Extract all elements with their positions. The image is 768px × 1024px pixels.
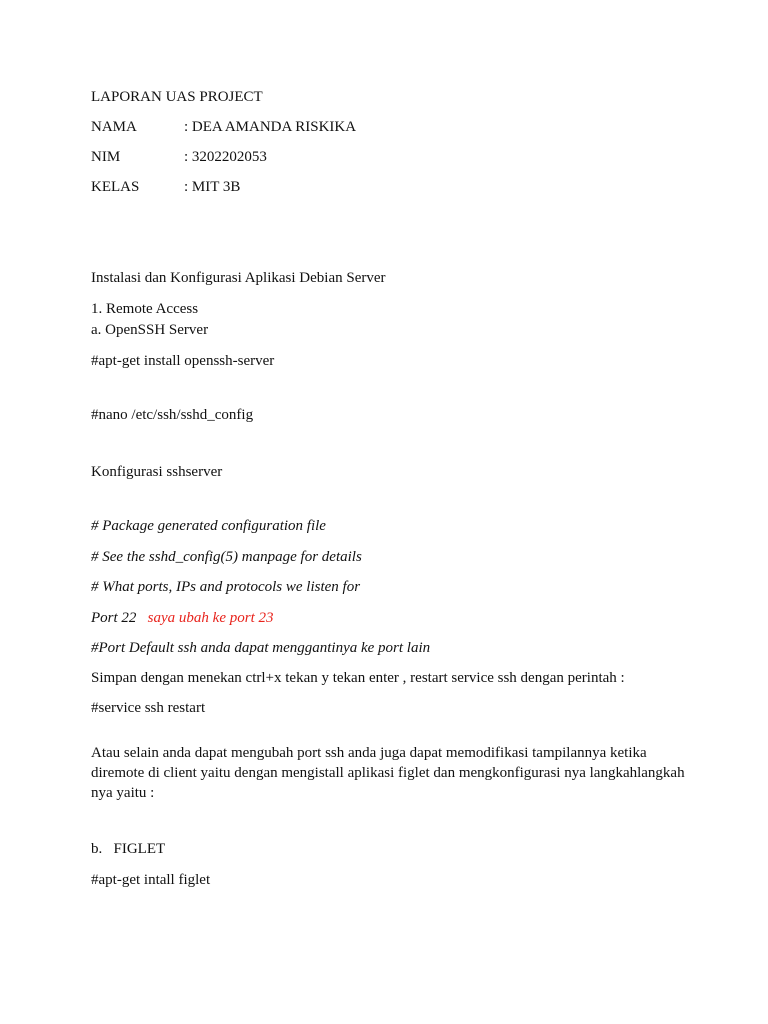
- field-nim: [91, 148, 267, 166]
- config-line: # See the sshd_config(5) manpage for details: [91, 549, 362, 565]
- list-item-figlet: [91, 840, 165, 858]
- list-item-openssh: a. OpenSSH Server: [91, 322, 209, 338]
- port-line: [91, 609, 274, 627]
- config-line: # Package generated configuration file: [91, 518, 326, 534]
- list-item-remote-access: 1. Remote Access: [91, 301, 199, 317]
- port-value: Port 22: [91, 610, 137, 626]
- config-line: # What ports, IPs and protocols we listen for: [91, 579, 361, 595]
- command-restart: #service ssh restart: [91, 700, 206, 716]
- field-kelas: [91, 178, 240, 196]
- field-kelas-label: KELAS: [91, 179, 140, 195]
- section-title: Instalasi dan Konfigurasi Aplikasi Debian Server: [91, 270, 386, 286]
- port-note: saya ubah ke port 23: [147, 610, 274, 626]
- list-marker-b: b.: [91, 841, 103, 857]
- save-instruction: Simpan dengan menekan ctrl+x tekan y tekan enter , restart service ssh dengan perintah :: [91, 670, 625, 686]
- list-item-figlet-label: FIGLET: [113, 841, 166, 857]
- field-nama-value: : DEA AMANDA RISKIKA: [184, 119, 357, 135]
- command-install-ssh: #apt-get install openssh-server: [91, 353, 275, 369]
- field-nama: [91, 118, 356, 136]
- command-nano: #nano /etc/ssh/sshd_config: [91, 407, 254, 423]
- figlet-paragraph: Atau selain anda dapat mengubah port ssh anda juga dapat memodifikasi tampilannya ketika diremote di client yaitu dengan mengistall aplikasi figlet dan mengkonfigurasi nya langkahlangkah nya yaitu :: [91, 745, 685, 801]
- field-nim-value: : 3202202053: [184, 149, 267, 165]
- field-nim-label: NIM: [91, 149, 121, 165]
- config-heading: Konfigurasi sshserver: [91, 464, 223, 480]
- command-install-figlet: #apt-get intall figlet: [91, 872, 211, 888]
- field-kelas-value: : MIT 3B: [184, 179, 241, 195]
- report-title: LAPORAN UAS PROJECT: [91, 89, 263, 105]
- field-nama-label: NAMA: [91, 119, 137, 135]
- port-comment: #Port Default ssh anda dapat menggantinya ke port lain: [91, 640, 431, 656]
